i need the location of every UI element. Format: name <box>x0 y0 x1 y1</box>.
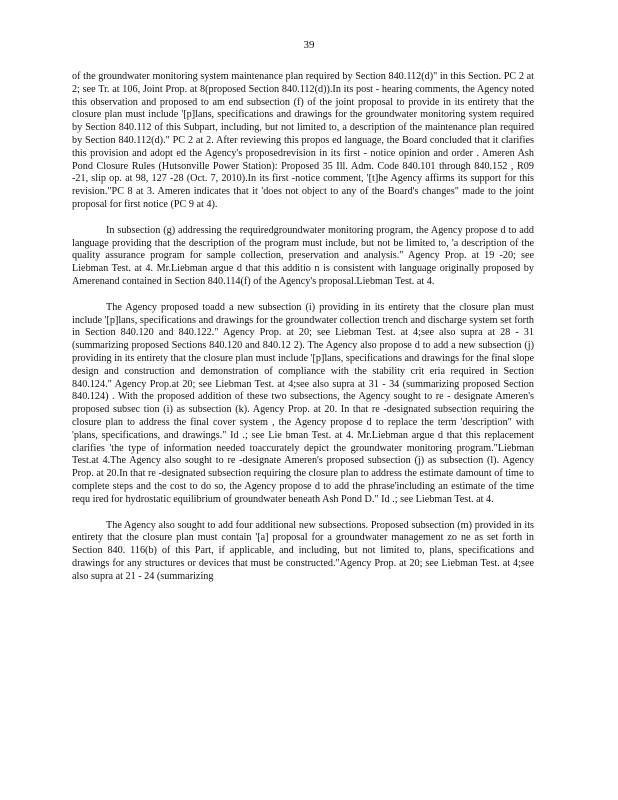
page-number: 39 <box>303 39 315 51</box>
paragraph: The Agency proposed toadd a new subsection (i) providing in its entirety that the closure plan must include '[p]lans, specifications and drawings for the groundwater collection trench and discharge system set forth in Section 840.120 and 840.122." Agency Prop. at 20; see Liebman Test. at 4;see also supra at 28 - 31 (summarizing proposed Sections 840.120 and 840.12 2). The Agency also propose d to add a new subsection (j) providing in its entirety that the closure plan must include '[p]lans, specifications and drawings for the final slope design and construction and demonstration of compliance with the stability crit eria required in Section 840.124." Agency Prop.at 20; see Liebman Test. at 4;see also supra at 31 - 34 (summarizing proposed Section 840.124) . With the proposed addition of these two subsections, the Agency sought to re - designate Ameren's proposed subsec tion (i) as subsection (k). Agency Prop. at 20. In that re -designated subsection requiring the closure plan to address the final cover system , the Agency propose d to replace the term 'description" with 'plans, specifications, and drawings." Id .; see Lie bman Test. at 4. Mr.Liebman argue d that this replacement clarifies 'the type of information needed toaccurately depict the groundwater monitoring program."Liebman Test.at 4.The Agency also sought to re -designate Ameren's proposed subsection (j) as subsection (l). Agency Prop. at 20.In that re -designated subsection requiring the closure plan to address the estimate damount of time to complete steps and the cost to do so, the Agency propose d to add the phrase'including an estimate of the time requ ired for hydrostatic equilibrium of groundwater beneath Ash Pond D." Id .; see Liebman Test. at 4. <box>72 301 534 505</box>
body-text <box>72 71 534 596</box>
paragraph: of the groundwater monitoring system maintenance plan required by Section 840.112(d)" in this Section. PC 2 at 2; see Tr. at 106, Joint Prop. at 8(proposed Section 840.112(d)).In its post - hearing comments, the Agency noted this observation and proposed to am end subsection (f) of the joint proposal to provide in its entirety that the closure plan must include '[p]lans, specifications and drawings for the groundwater monitoring system required by Section 840.112 of this Subpart, including, but not limited to, a description of the maintenance plan required by Section 840.112(d)." PC 2 at 2. After reviewing this propos ed language, the Board concluded that it clarifies this provision and adopt ed the Agency's proposedrevision in its first - notice opinion and order . Ameren Ash Pond Closure Rules (Hutsonville Power Station): Proposed 35 Ill. Adm. Code 840.101 through 840.152 , R09 -21, slip op. at 98, 127 -28 (Oct. 7, 2010).In its first -notice comment, '[t]he Agency affirms its support for this revision."PC 8 at 3. Ameren indicates that it 'does not object to any of the Board's changes" made to the joint proposal for first notice (PC 9 at 4). <box>72 71 534 210</box>
paragraph: The Agency also sought to add four additional new subsections. Proposed subsection (m) provided in its entirety that the closure plan must contain '[a] proposal for a groundwater management zo ne as set forth in Section 840. 116(b) of this Part, if applicable, and including, but not limited to, plans, specifications and drawings for any structures or devices that must be constructed."Agency Prop. at 20; see Liebman Test. at 4;see also supra at 21 - 24 (summarizing <box>72 519 534 582</box>
paragraph: In subsection (g) addressing the requiredgroundwater monitoring program, the Agency propose d to add language providing that the description of the program must include, but not be limited to, 'a description of the quality assurance program for sample collection, preservation and analysis." Agency Prop. at 19 -20; see Liebman Test. at 4. Mr.Liebman argue d that this additio n is consistent with language originally proposed by Amerenand contained in Section 840.114(f) of the Agency's proposal.Liebman Test. at 4. <box>72 224 534 287</box>
